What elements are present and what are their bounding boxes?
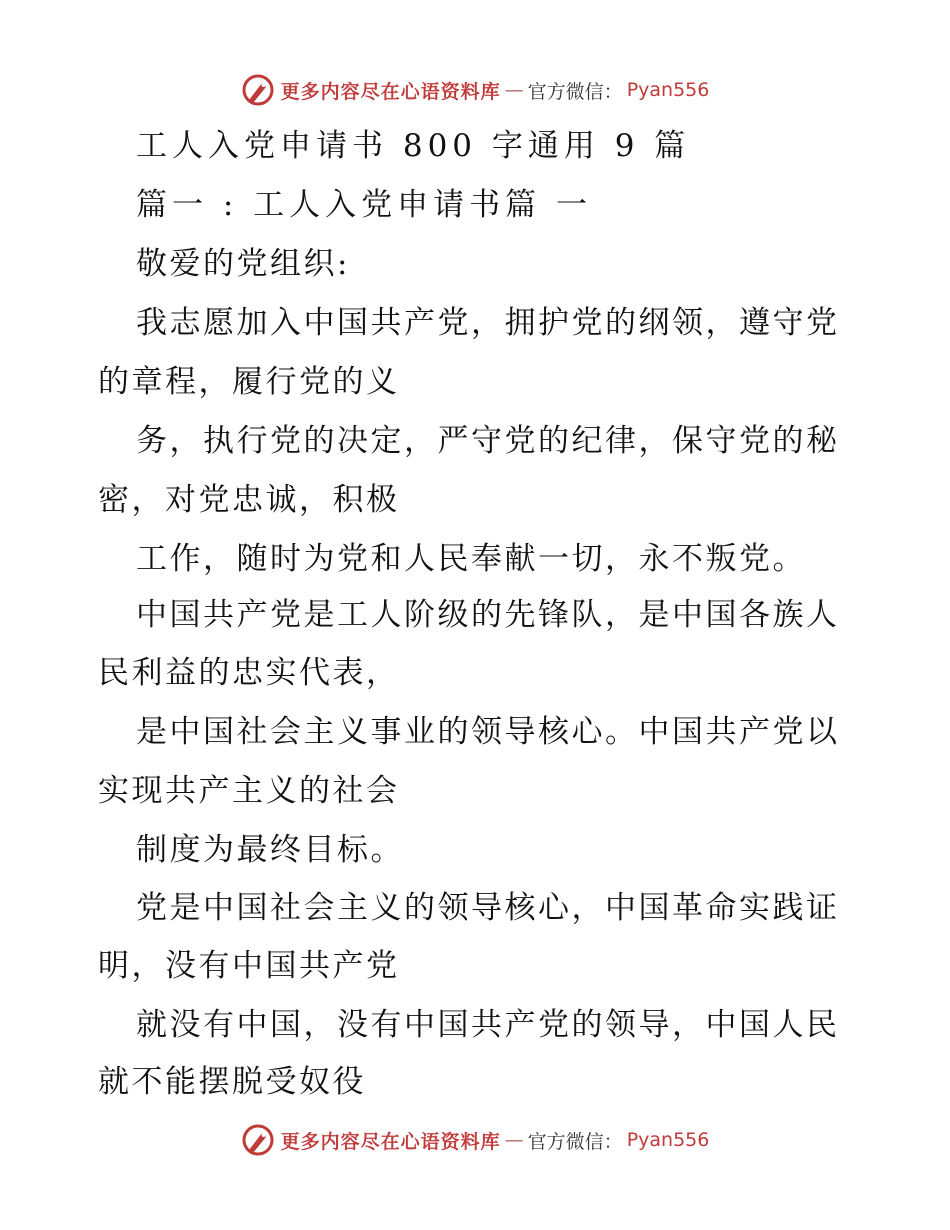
fountain-pen-logo-icon [241, 73, 275, 107]
paragraph-line: 是中国社会主义事业的领导核心。中国共产党以 [136, 714, 840, 750]
paragraph-line: 实现共产主义的社会 [98, 773, 400, 809]
paragraph-line: 明，没有中国共产党 [98, 948, 400, 984]
paragraph-line: 务，执行党的决定，严守党的纪律，保守党的秘 [136, 423, 840, 459]
paragraph-line: 党是中国社会主义的领导核心，中国革命实践证 [136, 890, 840, 926]
fountain-pen-logo-icon [241, 1123, 275, 1157]
footer-watermark [0, 1120, 950, 1160]
watermark-label: 官方微信： [527, 1130, 623, 1153]
watermark-wechat-id: Pyan556 [626, 79, 710, 101]
paragraph-line: 中国共产党是工人阶级的先锋队，是中国各族人 [136, 597, 840, 633]
watermark-brand: 更多内容尽在心语资料库 [280, 1130, 501, 1153]
salutation: 敬爱的党组织: [136, 246, 350, 282]
paragraph-line: 密，对党忠诚，积极 [98, 482, 400, 518]
paragraph-line: 的章程，履行党的义 [98, 364, 400, 400]
watermark-wechat-id: Pyan556 [626, 1129, 710, 1151]
watermark-label: 官方微信： [527, 80, 623, 103]
paragraph-line: 民利益的忠实代表， [98, 655, 400, 691]
watermark-separator: — [504, 1129, 524, 1151]
paragraph-line: 我志愿加入中国共产党，拥护党的纲领，遵守党 [136, 305, 840, 341]
watermark-brand: 更多内容尽在心语资料库 [280, 80, 501, 103]
watermark-separator: — [504, 79, 524, 101]
paragraph-line: 制度为最终目标。 [136, 832, 404, 868]
header-watermark [0, 70, 950, 110]
document-title: 工人入党申请书 800 字通用 9 篇 [136, 128, 691, 164]
paragraph-line: 就不能摆脱受奴役 [98, 1064, 366, 1100]
section-heading: 篇一 : 工人入党申请书篇 一 [136, 187, 593, 223]
paragraph-line: 工作，随时为党和人民奉献一切，永不叛党。 [136, 541, 806, 577]
paragraph-line: 就没有中国，没有中国共产党的领导，中国人民 [136, 1007, 840, 1043]
